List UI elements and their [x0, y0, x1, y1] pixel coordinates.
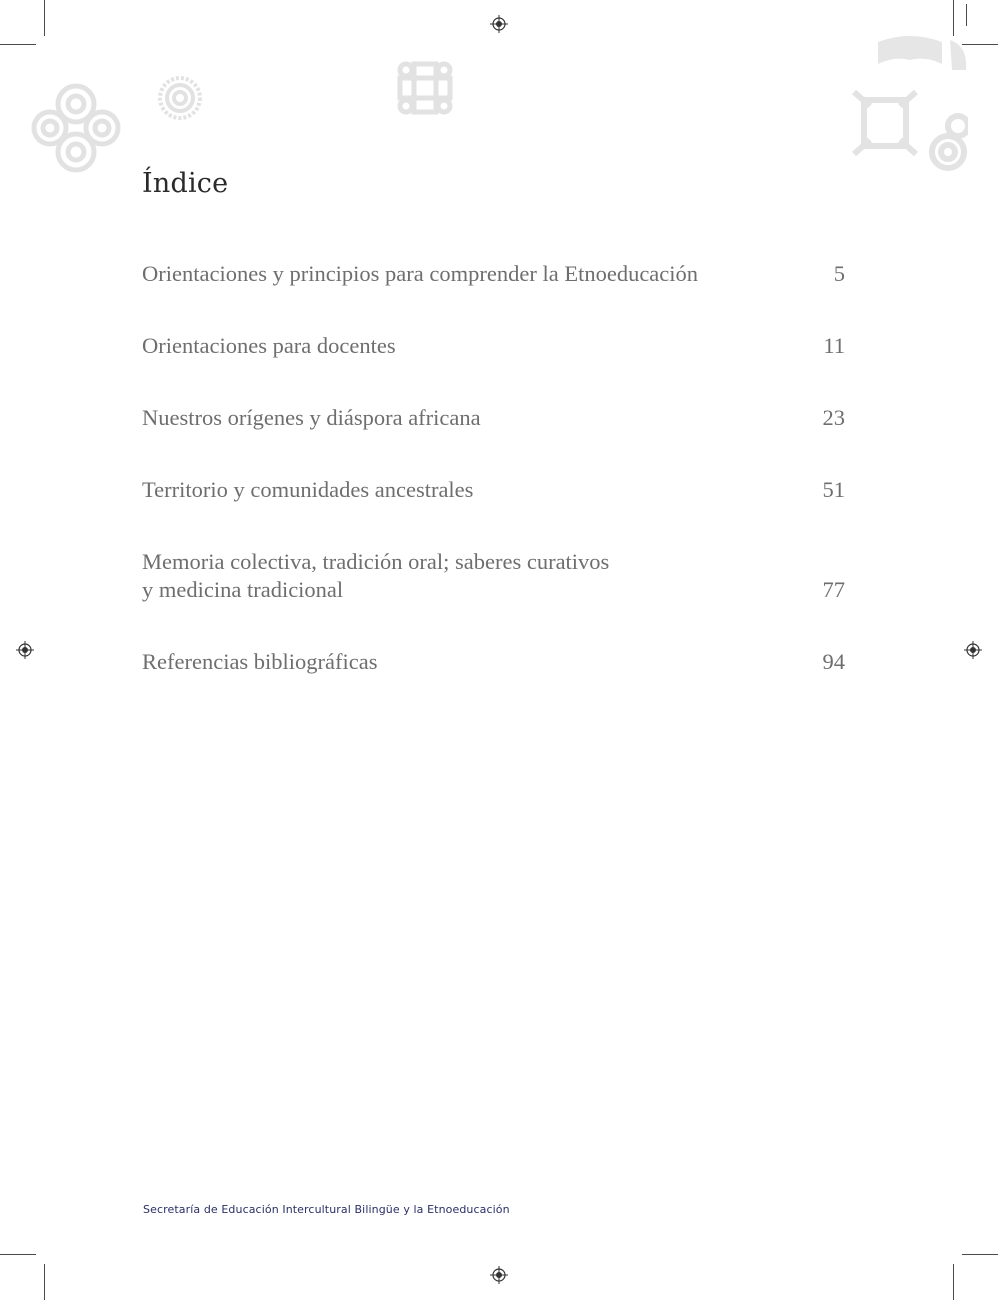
table-of-contents [142, 260, 845, 720]
registration-mark-icon [16, 641, 34, 659]
toc-entry-title [142, 404, 481, 432]
page-title: Índice [142, 168, 229, 199]
toc-entry-line: y medicina tradicional [142, 577, 344, 602]
toc-entry-line: Nuestros orígenes y diáspora africana [142, 405, 481, 430]
toc-page-number: 51 [822, 477, 845, 502]
toc-entry-title [142, 648, 378, 676]
registration-mark-icon [490, 15, 508, 33]
toc-entry[interactable] [142, 332, 845, 360]
toc-entry-line: Orientaciones y principios para comprender la Etnoeducación [142, 261, 699, 286]
adinkra-corner-icon [850, 30, 968, 196]
registration-mark-icon [490, 1266, 508, 1284]
crop-mark [44, 1264, 45, 1300]
toc-entry-title [142, 548, 609, 604]
toc-page-number: 94 [822, 649, 845, 674]
crop-mark [953, 1264, 954, 1300]
toc-entry-title [142, 260, 698, 288]
toc-entry[interactable] [142, 260, 845, 288]
crop-mark [966, 4, 967, 26]
toc-page-number: 11 [823, 333, 845, 358]
toc-entry[interactable] [142, 548, 845, 604]
toc-page-number: 5 [833, 261, 845, 286]
toc-entry[interactable] [142, 404, 845, 432]
spiral-circle-icon [156, 74, 204, 122]
toc-entry-title [142, 332, 396, 360]
spiral-cluster-icon [30, 80, 122, 176]
toc-entry[interactable] [142, 648, 845, 676]
registration-mark-icon [964, 641, 982, 659]
toc-entry-line: Memoria colectiva, tradición oral; saberes curativos [142, 549, 610, 574]
crop-mark [0, 44, 36, 45]
crop-mark [0, 1254, 36, 1255]
toc-entry-line: Orientaciones para docentes [142, 333, 396, 358]
knot-symbol-icon [396, 60, 454, 116]
toc-page-number: 23 [822, 405, 845, 430]
footer-publisher: Secretaría de Educación Intercultural Bilingüe y la Etnoeducación [143, 1203, 510, 1216]
toc-page-number: 77 [822, 577, 845, 602]
toc-entry-line: Territorio y comunidades ancestrales [142, 477, 474, 502]
crop-mark [962, 1254, 998, 1255]
crop-mark [44, 0, 45, 36]
toc-entry-title [142, 476, 473, 504]
toc-entry-line: Referencias bibliográficas [142, 649, 378, 674]
toc-entry[interactable] [142, 476, 845, 504]
